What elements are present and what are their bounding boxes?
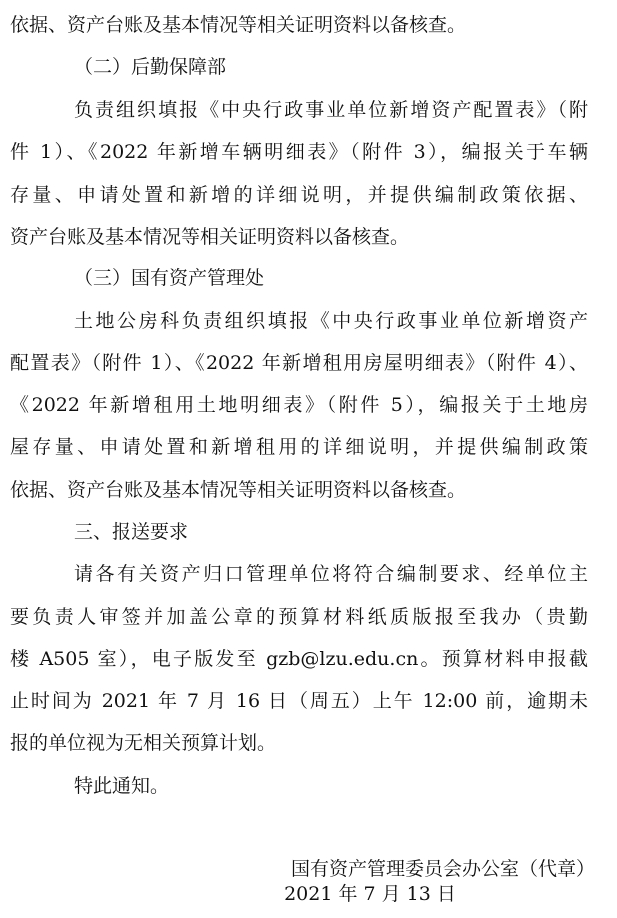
section-heading-logistics: （二）后勤保障部 — [74, 56, 227, 78]
paragraph-line: 资产台账及基本情况等相关证明资料以备核查。 — [10, 226, 410, 248]
paragraph-line: 负责组织填报《中央行政事业单位新增资产配置表》（附 — [74, 99, 588, 121]
closing-remark: 特此通知。 — [74, 775, 170, 797]
paragraph-line: 报的单位视为无相关预算计划。 — [10, 732, 277, 754]
issuing-office: 国有资产管理委员会办公室（代章） — [290, 858, 595, 880]
paragraph-line: 楼 A505 室），电子版发至 gzb@lzu.edu.cn。预算材料申报截 — [10, 648, 588, 670]
issue-date: 2021 年 7 月 13 日 — [284, 883, 456, 905]
paragraph-line: 依据、资产台账及基本情况等相关证明资料以备核查。 — [10, 479, 467, 501]
section-heading-submission: 三、报送要求 — [74, 521, 189, 543]
paragraph-line: 要负责人审签并加盖公章的预算材料纸质版报至我办（贵勤 — [10, 606, 588, 628]
paragraph-line: 止时间为 2021 年 7 月 16 日（周五）上午 12:00 前，逾期未 — [10, 690, 588, 712]
paragraph-line: 件 1）、《2022 年新增车辆明细表》（附件 3），编报关于车辆 — [10, 141, 588, 163]
paragraph-line: 屋存量、申请处置和新增租用的详细说明，并提供编制政策 — [10, 436, 588, 458]
paragraph-line: 配置表》（附件 1）、《2022 年新增租用房屋明细表》（附件 4）、 — [10, 352, 588, 374]
paragraph-line: 土地公房科负责组织填报《中央行政事业单位新增资产 — [74, 310, 588, 332]
paragraph-line: 请各有关资产归口管理单位将符合编制要求、经单位主 — [74, 563, 588, 585]
paragraph-line: 《2022 年新增租用土地明细表》（附件 5），编报关于土地房 — [10, 394, 588, 416]
section-heading-asset-management: （三）国有资产管理处 — [74, 267, 265, 289]
paragraph-line: 存量、申请处置和新增的详细说明，并提供编制政策依据、 — [10, 184, 588, 206]
paragraph-line: 依据、资产台账及基本情况等相关证明资料以备核查。 — [10, 14, 467, 36]
